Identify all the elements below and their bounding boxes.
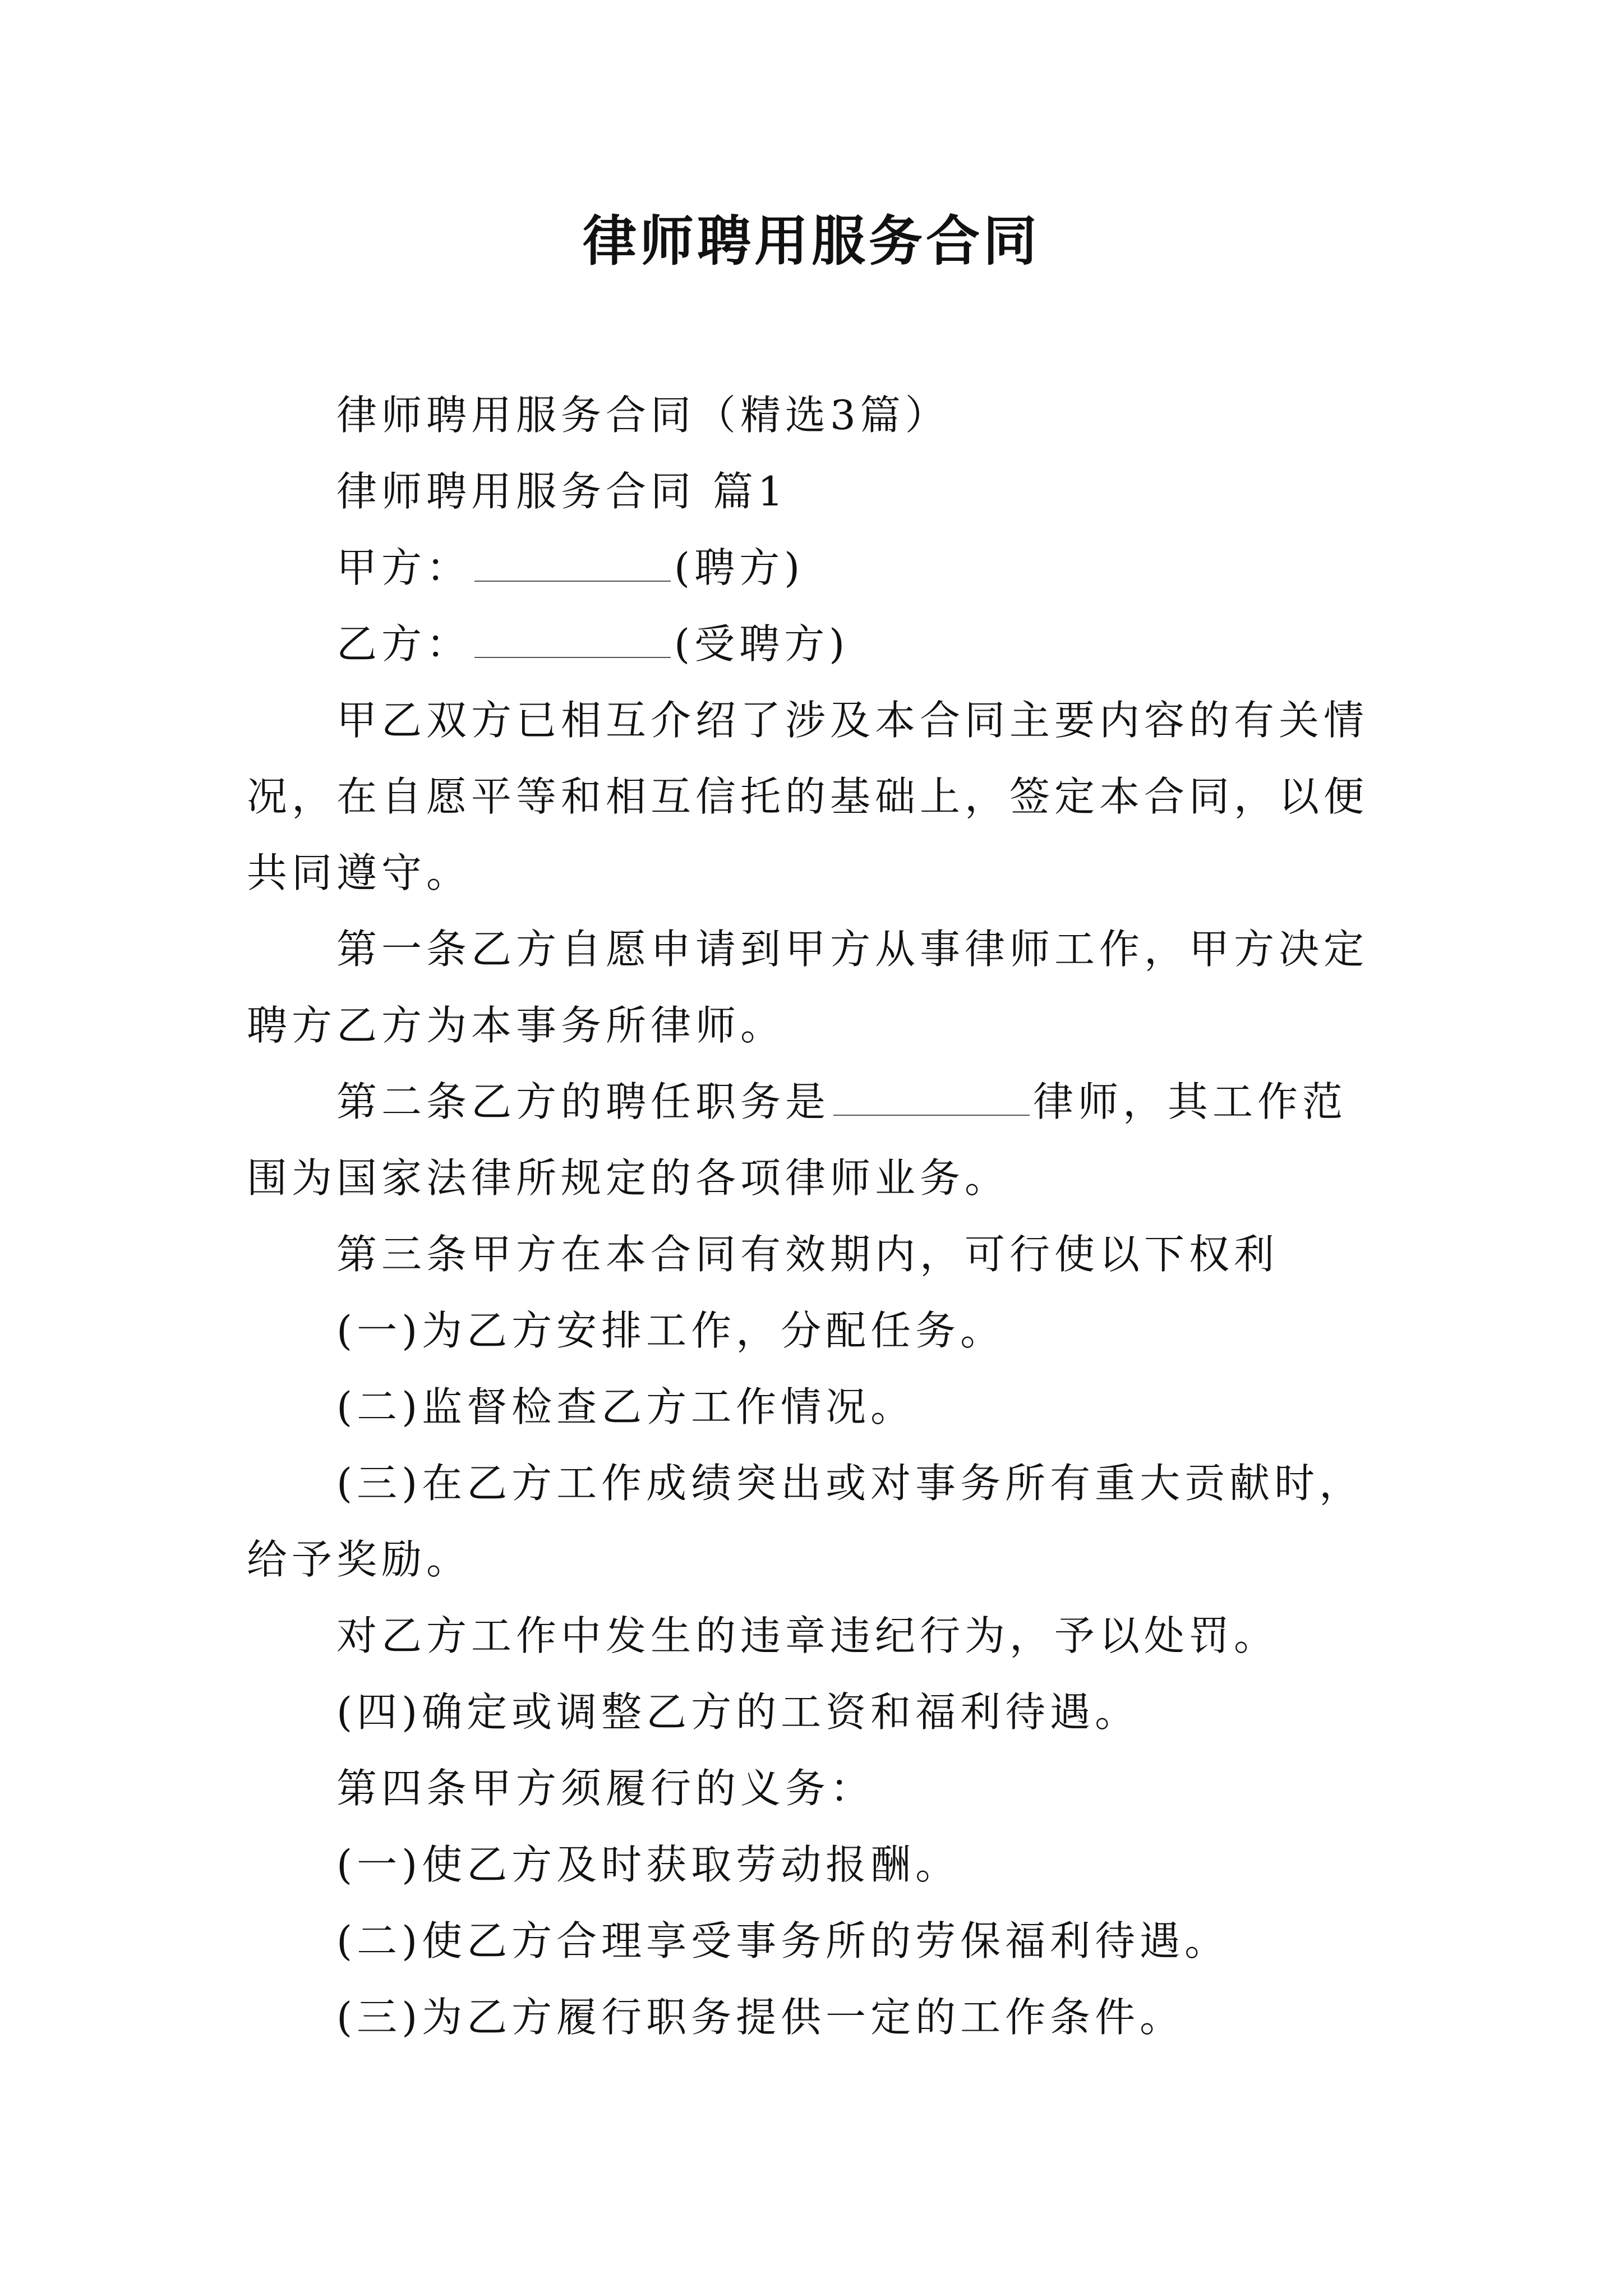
paragraph-party-a [247, 530, 1385, 606]
party-b-blank [474, 606, 671, 658]
paragraph-article-4: 第四条甲方须履行的义务： [336, 1765, 875, 1812]
party-b-role: (受聘方) [674, 620, 850, 668]
paragraph-article-3-item-4: (四)确定或调整乙方的工资和福利待遇。 [336, 1688, 1140, 1736]
paragraph-party-b [247, 606, 1385, 682]
paragraph-article-1: 第一条乙方自愿申请到甲方从事律师工作，甲方决定聘方乙方为本事务所律师。 [247, 926, 1369, 1049]
party-b-label: 乙方： [336, 620, 472, 668]
article-2-prefix: 第二条乙方的聘任职务是 [336, 1078, 831, 1125]
paragraph-preamble: 甲乙双方已相互介绍了涉及本合同主要内容的有关情况，在自愿平等和相互信托的基础上，签定本合同，以便共同遵守。 [247, 697, 1369, 896]
paragraph-article-4-item-2: (二)使乙方合理享受事务所的劳保福利待遇。 [336, 1917, 1230, 1964]
paragraph-subtitle: 律师聘用服务合同（精选3篇） [336, 392, 950, 439]
document-title: 律师聘用服务合同 [583, 209, 1040, 273]
paragraph-article-2 [247, 1064, 1385, 1216]
document-body [247, 377, 1385, 2055]
party-a-role: (聘方) [674, 544, 805, 591]
paragraph-article-3-penalty: 对乙方工作中发生的违章违纪行为，予以处罚。 [336, 1612, 1279, 1659]
party-a-label: 甲方： [336, 544, 472, 591]
paragraph-article-4-item-3: (三)为乙方履行职务提供一定的工作条件。 [336, 1994, 1185, 2041]
paragraph-article-4-item-1: (一)使乙方及时获取劳动报酬。 [336, 1841, 961, 1888]
paragraph-article-3: 第三条甲方在本合同有效期内，可行使以下权利 [336, 1231, 1279, 1278]
paragraph-article-3-item-3: (三)在乙方工作成绩突出或对事务所有重大贡献时，给予奖励。 [247, 1460, 1364, 1583]
paragraph-article-3-item-2: (二)监督检查乙方工作情况。 [336, 1383, 916, 1430]
paragraph-article-3-item-1: (一)为乙方安排工作，分配任务。 [336, 1307, 1006, 1354]
party-a-blank [474, 530, 671, 582]
position-blank [833, 1064, 1030, 1116]
paragraph-section-heading: 律师聘用服务合同 篇1 [336, 468, 788, 515]
article-2-suffix: 律师，其工作范围为国家法律所规定的各项律师业务。 [247, 1078, 1348, 1202]
